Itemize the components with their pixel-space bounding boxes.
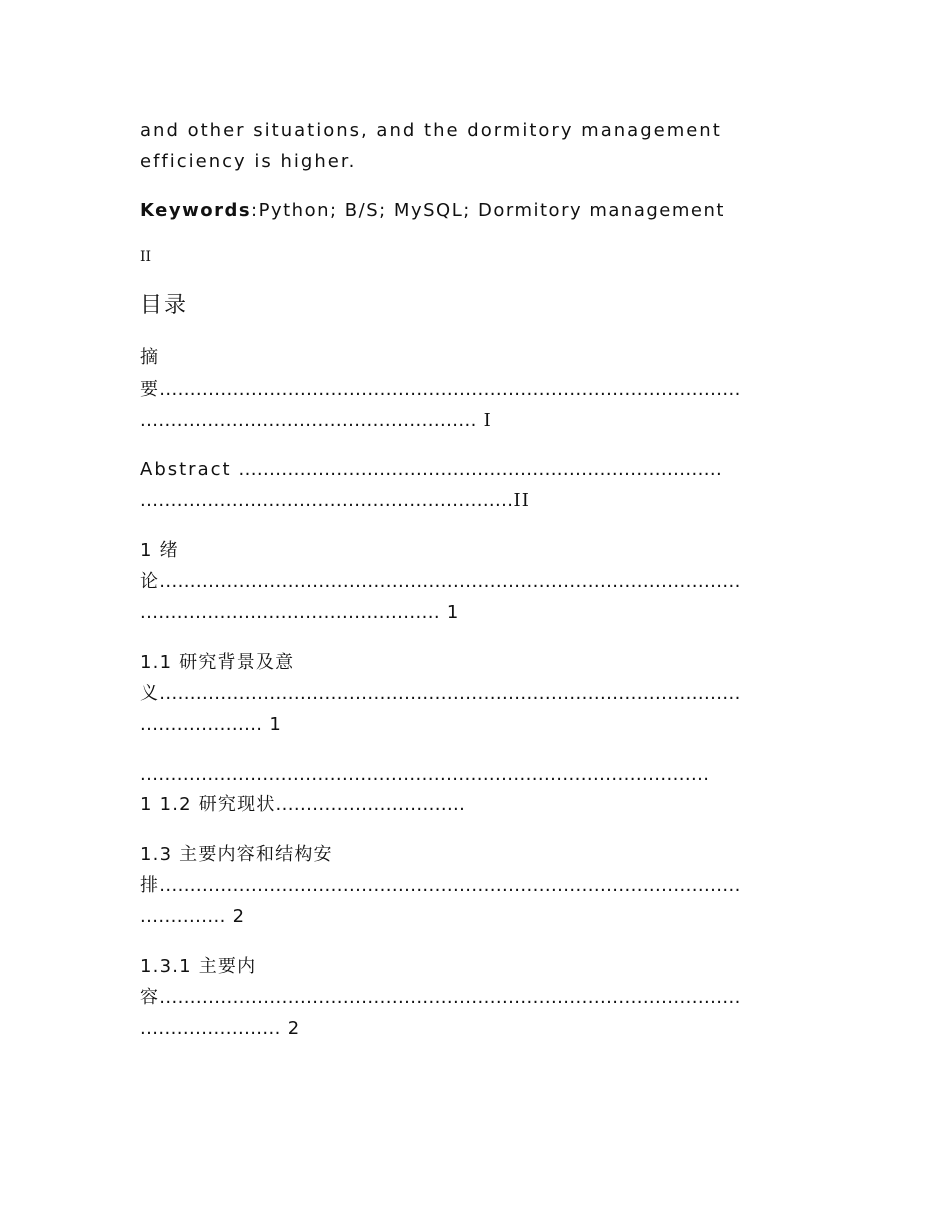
toc-entry-ch1-l1: 1 绪 — [140, 540, 179, 561]
toc-entry-1-3-1-l3 — [140, 1017, 300, 1041]
toc-leader-dots: ............................................................................................... — [159, 379, 741, 400]
toc-leader-dots: ............................... — [275, 794, 466, 815]
keywords-text: :Python; B/S; MySQL; Dormitory management — [251, 200, 725, 221]
toc-entry-abstract-en-l2 — [140, 489, 530, 513]
toc-page-number: 1 — [446, 602, 460, 623]
toc-entry-abstract-cn-l2 — [140, 378, 741, 402]
toc-leader-dots: ............................................................................................. — [140, 764, 710, 785]
keywords-label: Keywords — [140, 200, 252, 221]
toc-entry-1-1-l2 — [140, 682, 741, 706]
toc-leader-dots: ............................................................................................... — [159, 683, 741, 704]
abstract-line-1: and other situations, and the dormitory management — [140, 120, 722, 141]
toc-entry-ch1-l3 — [140, 601, 460, 625]
toc-entry-1-2-l1 — [140, 763, 709, 787]
toc-text: Abstract — [140, 459, 232, 480]
toc-entry-ch1-l2 — [140, 570, 741, 594]
toc-entry-1-3-1-l2 — [140, 986, 741, 1010]
toc-leader-dots: ............................................................................................... — [159, 875, 741, 896]
toc-entry-1-3-l3 — [140, 905, 245, 929]
toc-text: 1 1.2 研究现状 — [140, 794, 276, 815]
toc-entry-abstract-cn-l3 — [140, 409, 492, 433]
toc-page-number: I — [483, 410, 492, 431]
toc-title: 目录 — [140, 293, 189, 318]
toc-entry-1-1-l1: 1.1 研究背景及意 — [140, 652, 295, 673]
toc-leader-dots: ....................................................... — [140, 410, 477, 431]
toc-leader-dots: ....................... — [140, 1018, 281, 1039]
toc-page-number: 2 — [287, 1018, 301, 1039]
toc-leader-dots: ............................................................................................... — [159, 987, 741, 1008]
toc-leader-dots: ............................................................................................... — [159, 571, 741, 592]
toc-entry-abstract-en-l1 — [140, 458, 722, 482]
toc-text: 论 — [140, 571, 160, 592]
abstract-line-2: efficiency is higher. — [140, 151, 357, 172]
toc-page-number: 1 — [269, 714, 283, 735]
toc-entry-1-3-l2 — [140, 874, 741, 898]
toc-leader-dots: ................................................. — [140, 602, 440, 623]
toc-text: 容 — [140, 987, 160, 1008]
toc-page-number: II — [513, 490, 531, 511]
toc-text: 要 — [140, 379, 160, 400]
toc-text: 义 — [140, 683, 160, 704]
toc-entry-1-2-l2 — [140, 793, 465, 817]
toc-entry-1-1-l3 — [140, 713, 282, 737]
toc-entry-1-3-l1: 1.3 主要内容和结构安 — [140, 844, 333, 865]
toc-text: 排 — [140, 875, 160, 896]
page-number: II — [140, 249, 152, 265]
toc-entry-1-3-1-l1: 1.3.1 主要内 — [140, 956, 257, 977]
toc-leader-dots: ............................................................................... — [238, 459, 723, 480]
toc-leader-dots: .................... — [140, 714, 263, 735]
toc-leader-dots: .............. — [140, 906, 226, 927]
keywords-line — [140, 199, 725, 223]
toc-entry-abstract-cn-l1: 摘 — [140, 347, 160, 368]
toc-page-number: 2 — [232, 906, 246, 927]
toc-leader-dots: ............................................................. — [140, 490, 514, 511]
